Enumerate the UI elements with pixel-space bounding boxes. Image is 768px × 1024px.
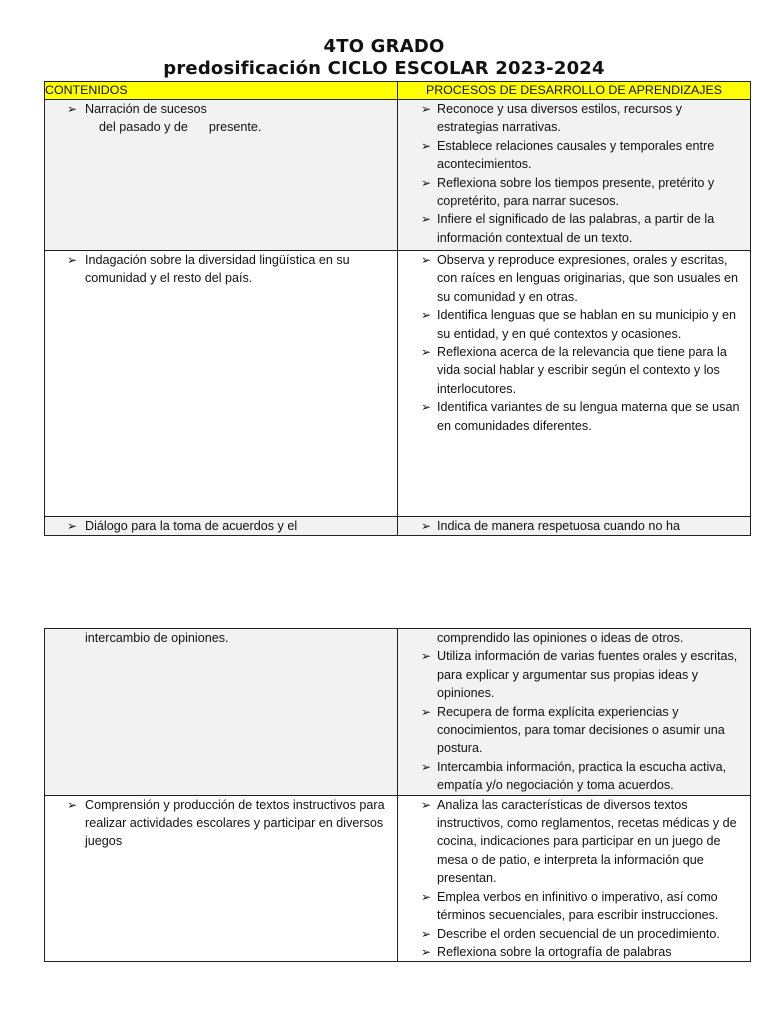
contenido-continuation: intercambio de opiniones. (85, 631, 229, 645)
arrow-bullet-icon: ➢ (421, 944, 432, 959)
table-row (45, 100, 751, 251)
table-row (45, 795, 751, 962)
table-header-row (45, 82, 751, 100)
list-item: ➢ Comprensión y producción de textos instructivos para realizar actividades escolares y participar en diversos juegos (67, 797, 385, 849)
contenido-cell (45, 251, 398, 517)
arrow-bullet-icon: ➢ (421, 519, 432, 533)
list-item: ➢ Diálogo para la toma de acuerdos y el (45, 517, 397, 535)
list-item: ➢ Intercambia información, practica la escucha activa, empatía y/o negociación y toma acuerdos. (421, 759, 727, 793)
procesos-cell (398, 795, 751, 962)
arrow-bullet-icon: ➢ (421, 400, 432, 415)
cycle-subtitle: predosificación CICLO ESCOLAR 2023-2024 (163, 58, 605, 79)
arrow-bullet-icon: ➢ (421, 889, 432, 904)
list-item: ➢ Observa y reproduce expresiones, orales y escritas, con raíces en lenguas originarias, que son usuales en su comunidad y en otras. (421, 253, 739, 304)
table-row (45, 517, 751, 536)
arrow-bullet-icon: ➢ (67, 519, 78, 533)
arrow-bullet-icon: ➢ (421, 253, 432, 267)
arrow-bullet-icon: ➢ (421, 175, 432, 190)
content-table-page-2 (44, 628, 751, 962)
header-contenidos: CONTENIDOS (45, 82, 398, 100)
arrow-bullet-icon: ➢ (67, 797, 78, 812)
header-procesos: PROCESOS DE DESARROLLO DE APRENDIZAJES (398, 82, 751, 100)
contenido-cell (45, 629, 398, 796)
procesos-cell (398, 629, 751, 796)
list-item: ➢ Indagación sobre la diversidad lingüística en su comunidad y el resto del país. (67, 253, 350, 286)
arrow-bullet-icon: ➢ (67, 253, 78, 267)
list-item: ➢ Utiliza información de varias fuentes orales y escritas, para explicar y argumentar sus propias ideas y opiniones. (421, 649, 738, 701)
arrow-bullet-icon: ➢ (67, 102, 78, 116)
contenido-cell (45, 795, 398, 962)
arrow-bullet-icon: ➢ (421, 759, 432, 774)
table-row (45, 629, 751, 796)
list-item: ➢ Reflexiona sobre la ortografía de palabras (398, 943, 750, 961)
arrow-bullet-icon: ➢ (421, 797, 432, 812)
list-item: ➢ Infiere el significado de las palabras, a partir de la información contextual de un texto. (421, 212, 715, 245)
list-item: ➢ Reconoce y usa diversos estilos, recursos y estrategias narrativas. (421, 102, 682, 135)
list-item: ➢ Identifica variantes de su lengua materna que se usan en comunidades diferentes. (421, 400, 740, 433)
arrow-bullet-icon: ➢ (421, 212, 432, 227)
list-item: ➢ Reflexiona sobre los tiempos presente, pretérito y copretérito, para narrar sucesos. (421, 175, 715, 209)
grade-title: 4TO GRADO (323, 36, 445, 57)
list-item: ➢ Narración de sucesos del pasado y de presente. (67, 102, 262, 135)
content-table-page-1 (44, 81, 751, 536)
list-item: ➢ Recupera de forma explícita experiencias y conocimientos, para tomar decisiones o asumir una postura. (421, 704, 725, 756)
procesos-continuation: comprendido las opiniones o ideas de otros. (437, 631, 684, 645)
procesos-cell (398, 100, 751, 251)
list-item: ➢ Reflexiona acerca de la relevancia que tiene para la vida social hablar y escribir según el contexto y los interlocutores. (421, 345, 727, 396)
arrow-bullet-icon: ➢ (421, 138, 432, 153)
list-item: ➢ Indica de manera respetuosa cuando no ha (398, 517, 750, 535)
procesos-cell (398, 517, 751, 536)
arrow-bullet-icon: ➢ (421, 649, 432, 664)
arrow-bullet-icon: ➢ (421, 345, 432, 360)
arrow-bullet-icon: ➢ (421, 308, 432, 323)
contenido-cell (45, 517, 398, 536)
procesos-cell (398, 251, 751, 517)
arrow-bullet-icon: ➢ (421, 704, 432, 719)
list-item: ➢ Establece relaciones causales y temporales entre acontecimientos. (421, 138, 715, 172)
contenido-cell (45, 100, 398, 251)
list-item: ➢ Emplea verbos en infinitivo o imperativo, así como términos secuenciales, para escribir instrucciones. (421, 889, 719, 923)
list-item: ➢ Describe el orden secuencial de un procedimiento. (398, 925, 750, 943)
table-row (45, 251, 751, 517)
list-item: ➢ Analiza las características de diversos textos instructivos, como reglamentos, recetas médicas y de cocina, indicaciones para participar en un juego de mesa o de patio, e interpreta la información que presentan. (421, 797, 737, 886)
arrow-bullet-icon: ➢ (421, 102, 432, 116)
arrow-bullet-icon: ➢ (421, 926, 432, 941)
list-item: ➢ Identifica lenguas que se hablan en su municipio y en su entidad, y en qué contextos y ocasiones. (421, 308, 736, 341)
